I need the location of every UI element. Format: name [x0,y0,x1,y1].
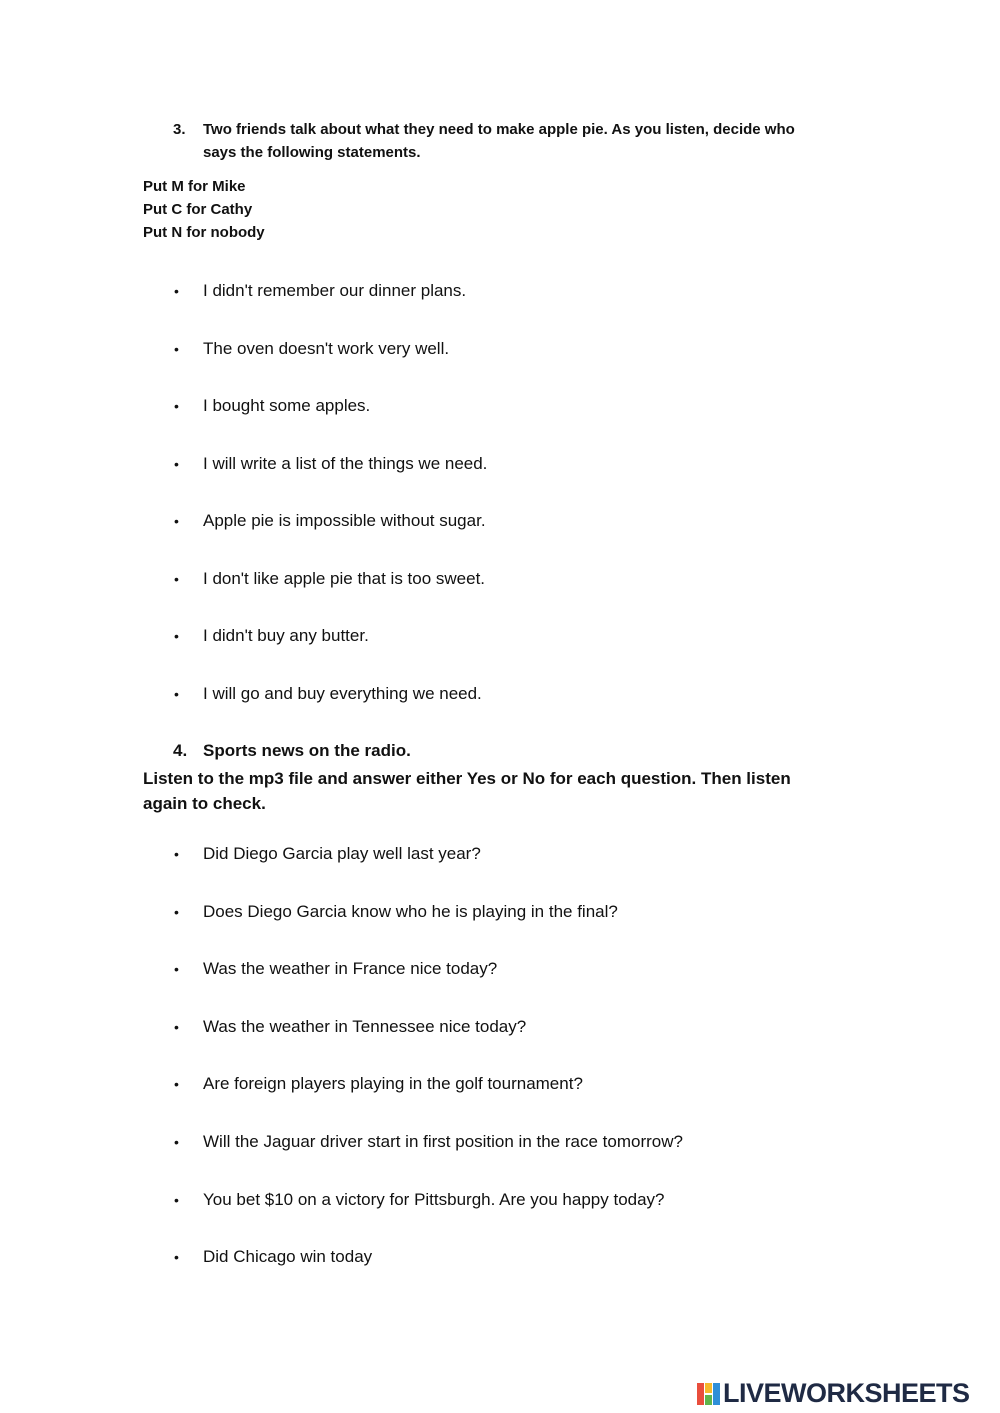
bullet-icon: • [174,686,179,702]
bullet-icon: • [174,283,179,299]
question-text: Was the weather in Tennessee nice today? [203,1017,527,1036]
bullet-icon: • [174,904,179,920]
statement-text: I don't like apple pie that is too sweet. [203,569,486,588]
list-item [174,1132,683,1152]
statement-text: I didn't buy any butter. [203,626,369,645]
bullet-icon: • [174,1192,179,1208]
question-text: You bet $10 on a victory for Pittsburgh. Are you happy today? [203,1190,665,1209]
bullet-icon: • [174,846,179,862]
list-item [174,844,481,864]
liveworksheets-logo [697,1378,970,1409]
bullet-icon: • [174,513,179,529]
key-mike: Put M for Mike [143,178,246,195]
list-item [174,902,618,922]
question-text: Does Diego Garcia know who he is playing in the final? [203,902,618,921]
bullet-icon: • [174,341,179,357]
section-3-number: 3. [173,121,186,138]
list-item [174,1247,372,1267]
list-item [174,569,485,589]
section-4-instruction-line-1: Listen to the mp3 file and answer either Yes or No for each question. Then listen [143,769,791,788]
question-text: Will the Jaguar driver start in first position in the race tomorrow? [203,1132,683,1151]
question-text: Did Diego Garcia play well last year? [203,844,481,863]
bullet-icon: • [174,628,179,644]
liveworksheets-wordmark: LIVEWORKSHEETS [723,1378,970,1408]
list-item [174,511,486,531]
statement-text: The oven doesn't work very well. [203,339,450,358]
section-4-instruction [143,766,843,816]
list-item [174,1190,665,1210]
list-item [174,1074,583,1094]
section-4-instruction-line-2: again to check. [143,794,266,813]
statement-text: I will go and buy everything we need. [203,684,482,703]
bullet-icon: • [174,1076,179,1092]
key-nobody: Put N for nobody [143,224,265,241]
list-item [174,281,466,301]
key-cathy: Put C for Cathy [143,201,253,218]
list-item [174,626,369,646]
bullet-icon: • [174,398,179,414]
question-text: Are foreign players playing in the golf tournament? [203,1074,583,1093]
list-item [174,1017,526,1037]
question-text: Was the weather in France nice today? [203,959,498,978]
statement-text: I didn't remember our dinner plans. [203,281,467,300]
bullet-icon: • [174,456,179,472]
statement-text: I bought some apples. [203,396,371,415]
section-3-instruction-line-1: Two friends talk about what they need to make apple pie. As you listen, decide who [203,121,795,138]
section-3-instruction-line-2: says the following statements. [203,144,421,161]
list-item [174,959,497,979]
list-item [174,339,449,359]
question-text: Did Chicago win today [203,1247,373,1266]
liveworksheets-mark-icon [697,1381,721,1407]
bullet-icon: • [174,1249,179,1265]
section-3-instruction [203,118,863,164]
list-item [174,454,487,474]
bullet-icon: • [174,1134,179,1150]
statement-text: I will write a list of the things we need. [203,454,488,473]
bullet-icon: • [174,961,179,977]
statement-text: Apple pie is impossible without sugar. [203,511,486,530]
section-4-title: Sports news on the radio. [203,741,411,760]
section-4-number: 4. [173,741,188,760]
bullet-icon: • [174,571,179,587]
list-item [174,396,370,416]
bullet-icon: • [174,1019,179,1035]
list-item [174,684,482,704]
